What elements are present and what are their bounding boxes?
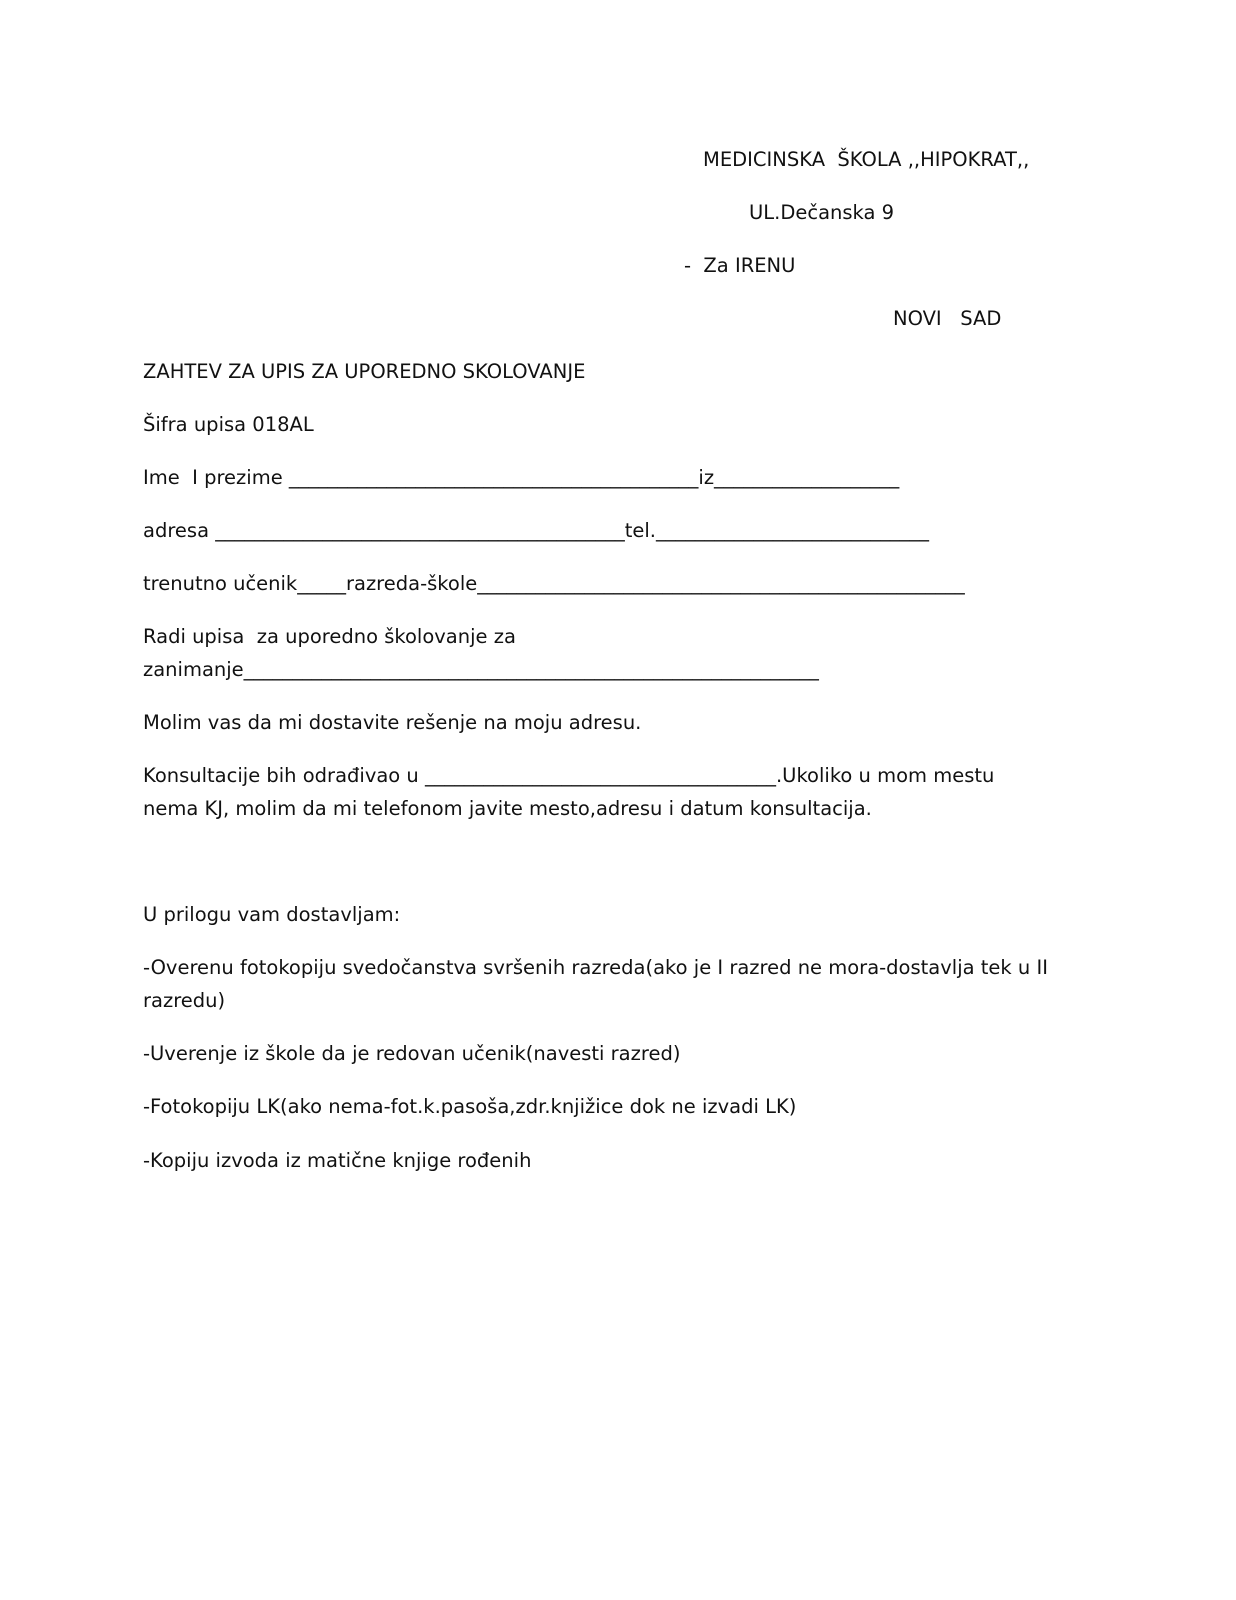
request-sentence: Molim vas da mi dostavite rešenje na moju adresu.: [143, 711, 642, 734]
attachment-item: -Fotokopiju LK(ako nema-fot.k.pasoša,zdr.knjižice dok ne izvadi LK): [143, 1095, 797, 1118]
attachments-heading: U prilogu vam dostavljam:: [143, 903, 401, 926]
attachment-item: -Kopiju izvoda iz matične knjige rođenih: [143, 1149, 532, 1172]
profession-field-line-1: Radi upisa za uporedno školovanje za: [143, 625, 516, 648]
current-student-field-line: trenutno učenik_____razreda-škole__________________________________________________: [143, 572, 965, 595]
profession-field-line-2: zanimanje___________________________________________________________: [143, 658, 819, 681]
consultation-paragraph: [143, 759, 994, 825]
name-field-line: Ime I prezime __________________________________________iz___________________: [143, 466, 900, 489]
profession-field: [143, 620, 819, 686]
school-name: MEDICINSKA ŠKOLA ,,HIPOKRAT,,: [703, 148, 1030, 171]
attachment-item: -Uverenje iz škole da je redovan učenik(navesti razred): [143, 1042, 681, 1065]
school-street: UL.Dečanska 9: [749, 201, 895, 224]
form-title: ZAHTEV ZA UPIS ZA UPOREDNO SKOLOVANJE: [143, 360, 586, 383]
attachment-item-line-2: razredu): [143, 989, 226, 1012]
consultation-line-2: nema KJ, molim da mi telefonom javite mesto,adresu i datum konsultacija.: [143, 797, 872, 820]
enrollment-code: Šifra upisa 018AL: [143, 413, 314, 436]
attachment-item-line-1: -Overenu fotokopiju svedočanstva svršenih razreda(ako je I razred ne mora-dostavlja tek u II: [143, 956, 1048, 979]
school-city: NOVI SAD: [893, 307, 1002, 330]
consultation-line-1: Konsultacije bih odrađivao u ____________________________________.Ukoliko u mom mestu: [143, 764, 995, 787]
address-field-line: adresa __________________________________________tel.____________________________: [143, 519, 929, 542]
attachment-item: [143, 951, 1048, 1017]
attention-line: - Za IRENU: [684, 254, 796, 277]
